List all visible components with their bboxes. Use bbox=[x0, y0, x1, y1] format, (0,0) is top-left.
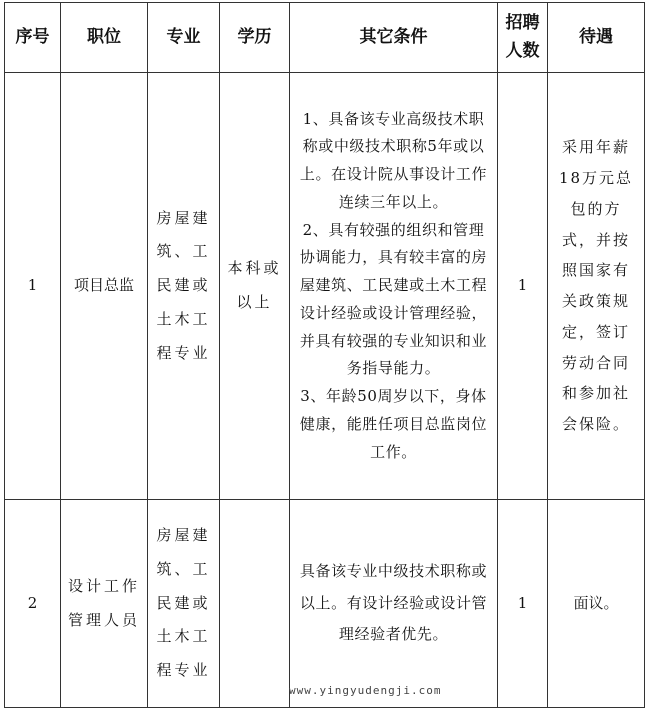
row-benefit: 面议。 bbox=[548, 500, 645, 708]
condition-item: 3、年龄50周岁以下，身体健康，能胜任项目总监岗位工作。 bbox=[299, 387, 488, 461]
header-count: 招聘人数 bbox=[498, 3, 548, 73]
header-index: 序号 bbox=[5, 3, 61, 73]
row-index: 2 bbox=[5, 500, 61, 708]
table-row bbox=[5, 73, 645, 500]
row-conditions bbox=[290, 500, 498, 708]
header-education: 学历 bbox=[220, 3, 290, 73]
row-education bbox=[220, 500, 290, 708]
row-major: 房屋建筑、工民建或土木工程专业 bbox=[148, 500, 220, 708]
header-major: 专业 bbox=[148, 3, 220, 73]
header-benefit: 待遇 bbox=[548, 3, 645, 73]
row-position: 设计工作管理人员 bbox=[61, 500, 148, 708]
table-row bbox=[5, 500, 645, 708]
row-index: 1 bbox=[5, 73, 61, 500]
header-conditions: 其它条件 bbox=[290, 3, 498, 73]
condition-item: 1、具备该专业高级技术职称或中级技术职称5年或以上。在设计院从事设计工作连续三年以上。 bbox=[299, 109, 488, 211]
watermark-text: www.yingyudengji.com bbox=[289, 684, 442, 697]
row-education: 本科或以上 bbox=[220, 73, 290, 500]
row-major: 房屋建筑、工民建或土木工程专业 bbox=[148, 73, 220, 500]
condition-item: 2、具有较强的组织和管理协调能力，具有较丰富的房屋建筑、工民建或土木工程设计经验或设计管理经验，并具有较强的专业知识和业务指导能力。 bbox=[299, 220, 488, 378]
row-benefit: 采用年薪18万元总包的方式，并按照国家有关政策规定，签订劳动合同和参加社会保险。 bbox=[548, 73, 645, 500]
row-count: 1 bbox=[498, 73, 548, 500]
header-row bbox=[5, 3, 645, 73]
header-position: 职位 bbox=[61, 3, 148, 73]
row-count: 1 bbox=[498, 500, 548, 708]
condition-item: 具备该专业中级技术职称或以上。有设计经验或设计管理经验者优先。 bbox=[299, 562, 488, 644]
row-conditions bbox=[290, 73, 498, 500]
row-position: 项目总监 bbox=[61, 73, 148, 500]
recruitment-table bbox=[4, 2, 645, 708]
